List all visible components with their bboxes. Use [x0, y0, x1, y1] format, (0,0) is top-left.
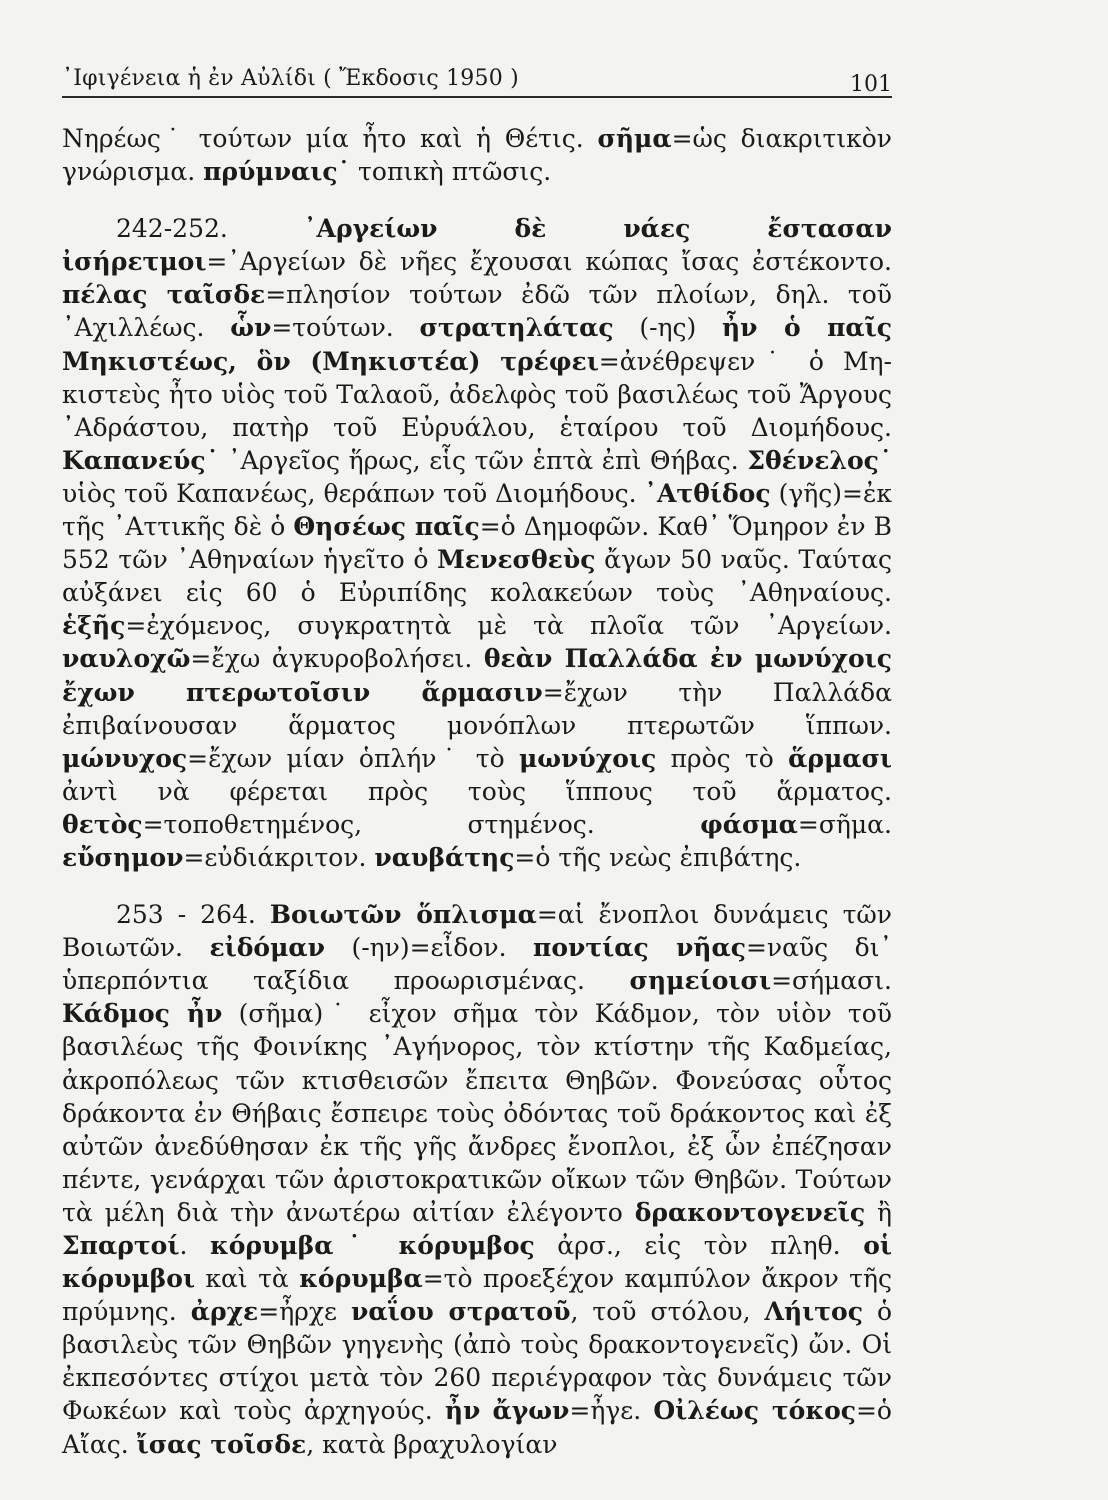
lemma-headword: μώνυχος: [62, 743, 188, 773]
commentary-paragraph: [62, 212, 892, 874]
lemma-headword: ναΐου στρατοῦ: [351, 1297, 571, 1327]
lemma-headword: Κάδμος ἦν: [62, 999, 223, 1029]
lemma-headword: Βοιωτῶν ὅπλισμα: [269, 900, 537, 930]
gloss-text: ᾿Αργεῖος ἥρως, εἷς τῶν ἑπτὰ ἐπὶ Θήβας.: [219, 445, 748, 475]
gloss-text: =εὐδιάκριτον.: [183, 842, 375, 872]
lemma-headword: ὧν: [230, 313, 272, 343]
lemma-headword: ᾿Αργείων δὲ νάες ἔστασαν ἰσήρετμοι: [62, 214, 892, 277]
running-title: ᾿Ιφιγένεια ἡ ἐν Αὐλίδι ( Ἔκδοσις 1950 ): [62, 66, 519, 91]
gloss-text: =ἐχόμενος, συγκρατητὰ μὲ τὰ πλοῖα τῶν ᾿Αργείων.: [125, 611, 892, 641]
gloss-text: ἀντὶ νὰ φέρεται πρὸς τοὺς ἵππους τοῦ ἅρματος.: [62, 776, 892, 806]
lemma-headword: Λήιτος: [764, 1297, 863, 1327]
lemma-headword: Θησέως παῖς: [293, 512, 480, 542]
gloss-text: =ὡς διακριτικὸν γνώρισμα.: [62, 124, 892, 187]
lemma-headword: Οἰλέως τόκος: [653, 1396, 856, 1426]
gloss-text: =ἔχων τὴν Παλλάδα ἐπιβαίνουσαν ἅρματος μονόπλων πτερωτῶν ἵππων.: [62, 677, 892, 740]
gloss-text: =τὸ προεξέχον καμπύλον ἄκρον τῆς πρύμνης.: [62, 1264, 892, 1327]
lemma-headword: πέλας ταῖσδε: [62, 280, 266, 310]
lemma-headword: κόρυμβα˙ κόρυμβος: [209, 1231, 535, 1260]
gloss-text: ὁ βασιλεὺς τῶν Θηβῶν γηγενὴς (ἀπὸ τοὺς δρακοντογενεῖς) ὤν. Οἱ ἐκπεσόντες στίχοι μετὰ τὸν 260 περιέγραφον τὰς δυνάμεις τῶν Φωκέων καὶ τοὺς ἀρχηγούς.: [62, 1297, 893, 1426]
lemma-headword: κόρυμβα: [299, 1264, 423, 1294]
lemma-headword: ἑξῆς: [62, 611, 126, 641]
gloss-text: , κατὰ βραχυλογίαν: [306, 1429, 558, 1459]
gloss-text: =ἦγε.: [569, 1396, 654, 1426]
lemma-headword: θεὰν Παλλάδα ἐν μωνύχοις ἔχων πτερωτοῖσιν ἅρμασιν: [62, 644, 892, 707]
lemma-headword: Μενεσθεὺς: [437, 545, 596, 575]
lemma-headword: ᾿Ατθίδος: [644, 478, 771, 508]
lemma-headword: ναυλοχῶ: [62, 644, 191, 674]
lemma-headword: φάσμα: [700, 809, 798, 839]
gloss-text: τοπικὴ πτῶσις.: [350, 157, 552, 187]
page-number: 101: [850, 72, 892, 97]
gloss-text: =ἀνέθρεψεν˙ ὁ Μηκιστεὺς ἦτο υἱὸς τοῦ Ταλαοῦ, ἀδελφὸς τοῦ βασιλέως τοῦ Ἄργους ᾿Αδράστου, πατὴρ τοῦ Εὐρυάλου, ἑταίρου τοῦ Διομήδους.: [62, 346, 892, 442]
gloss-text: =ὁ τῆς νεὼς ἐπιβάτης.: [514, 842, 802, 872]
gloss-text: =᾿Αργείων δὲ νῆες ἔχουσαι κώπας ἴσας ἐστέκοντο.: [206, 247, 892, 277]
gloss-text: ἀρσ., εἰς τὸν πληθ.: [534, 1231, 864, 1260]
gloss-text: 242-252.: [116, 214, 305, 244]
gloss-text: =αἱ ἔνοπλοι δυνάμεις τῶν Βοιωτῶν.: [62, 900, 893, 963]
lemma-headword: ἀρχε: [190, 1297, 259, 1327]
gloss-text: =πλησίον τούτων ἐδῶ τῶν πλοίων, δηλ. τοῦ ᾿Αχιλλέως.: [62, 280, 892, 343]
lemma-headword: μωνύχοις: [518, 743, 657, 773]
gloss-text: =τούτων.: [271, 313, 420, 343]
lemma-headword: ἅρμασι: [788, 743, 893, 773]
lemma-headword: ἄγων: [492, 1396, 570, 1426]
lemma-headword: Σπαρτοί: [62, 1231, 180, 1260]
gloss-text: =ἔχων μίαν ὁπλήν˙ τὸ: [187, 743, 519, 773]
commentary-paragraph: [62, 898, 892, 1461]
gloss-text: 253 - 264.: [116, 900, 270, 930]
lemma-headword: Σθένελος˙: [747, 445, 892, 475]
lemma-headword: ἦν ὁ παῖς Μηκιστέως, ὃν (Μηκιστέα) τρέφει: [62, 313, 892, 376]
gloss-text: =τοποθετημένος, στημένος.: [142, 809, 701, 839]
lemma-headword: δρακοντογενεῖς: [634, 1197, 866, 1227]
lemma-headword: εὔσημον: [62, 842, 184, 872]
running-header: [62, 66, 892, 98]
lemma-headword: ναυβάτης: [374, 842, 515, 872]
gloss-text: =ἦρχε: [258, 1297, 351, 1327]
gloss-text: [480, 1396, 492, 1425]
lemma-headword: οἱ κόρυμβοι: [62, 1231, 892, 1294]
lemma-headword: σῆμα: [597, 124, 672, 153]
lemma-headword: Καπανεύς˙: [62, 445, 220, 475]
gloss-text: =ναῦς δι᾿ ὑπερπόντια ταξίδια προωρισμένας.: [62, 933, 892, 996]
gloss-text: υἱὸς τοῦ Καπανέως, θεράπων τοῦ Διομήδους.: [62, 478, 645, 508]
gloss-text: =σῆμα.: [797, 809, 892, 839]
gloss-text: (-ης): [613, 313, 722, 343]
lemma-headword: εἰδόμαν: [209, 933, 325, 963]
gloss-text: (γῆς)=ἐκ τῆς ᾿Αττικῆς δὲ ὁ: [62, 478, 892, 542]
gloss-text: =σήμασι.: [771, 966, 892, 996]
gloss-text: ἢ: [865, 1197, 892, 1227]
lemma-headword: ἦν: [444, 1396, 481, 1426]
gloss-text: =ἔχω ἀγκυροβολήσει.: [190, 644, 484, 674]
gloss-text: καὶ τὰ: [195, 1264, 300, 1294]
lemma-headword: στρατηλάτας: [419, 313, 614, 343]
lemma-headword: θετὸς: [62, 809, 143, 839]
gloss-text: , τοῦ στόλου,: [570, 1297, 765, 1327]
lemma-headword: ποντίας νῆας: [533, 933, 746, 963]
commentary-body: [62, 122, 892, 1461]
lemma-headword: ἴσας τοῖσδε: [136, 1429, 307, 1459]
gloss-text: =ὁ Δημοφῶν. Καθ᾿ Ὅμηρον ἐν Β 552 τῶν ᾿Αθηναίων ἡγεῖτο ὁ: [62, 512, 893, 575]
lemma-headword: σημείοισι: [629, 966, 772, 996]
gloss-text: (-ην)=εἶδον.: [324, 933, 534, 963]
gloss-text: πρὸς τὸ: [656, 743, 789, 773]
gloss-text: =ὁ Αἴας.: [62, 1396, 892, 1459]
gloss-text: .: [179, 1231, 210, 1260]
lemma-headword: πρύμναις˙: [203, 157, 351, 187]
gloss-text: Νηρέως˙ τούτων μία ἦτο καὶ ἡ Θέτις.: [62, 124, 598, 153]
gloss-text: (σῆμα)˙ εἶχον σῆμα τὸν Κάδμον, τὸν υἱὸν τοῦ βασιλέως τῆς Φοινίκης ᾿Αγήνορος, τὸν κτίστην τῆς Καδμείας, ἀκροπόλεως τῶν κτισθεισῶν ἔπειτα Θηβῶν. Φονεύσας οὗτος δράκοντα ἐν Θήβαις ἔσπειρε τοὺς ὀδόντας τοῦ δράκοντος καὶ ἐξ αὐτῶν ἀνεδύθησαν ἐκ τῆς γῆς ἄνδρες ἔνοπλοι, ἐξ ὧν ἐπέζησαν πέντε, γενάρχαι τῶν ἀριστοκρατικῶν οἴκων τῶν Θηβῶν. Τούτων τὰ μέλη διὰ τὴν ἀνωτέρω αἰτίαν ἐλέγοντο: [62, 999, 892, 1227]
commentary-paragraph: [62, 122, 892, 188]
gloss-text: ἄγων 50 ναῦς. Ταύτας αὐξάνει εἰς 60 ὁ Εὐριπίδης κολακεύων τοὺς ᾿Αθηναίους.: [62, 545, 892, 608]
